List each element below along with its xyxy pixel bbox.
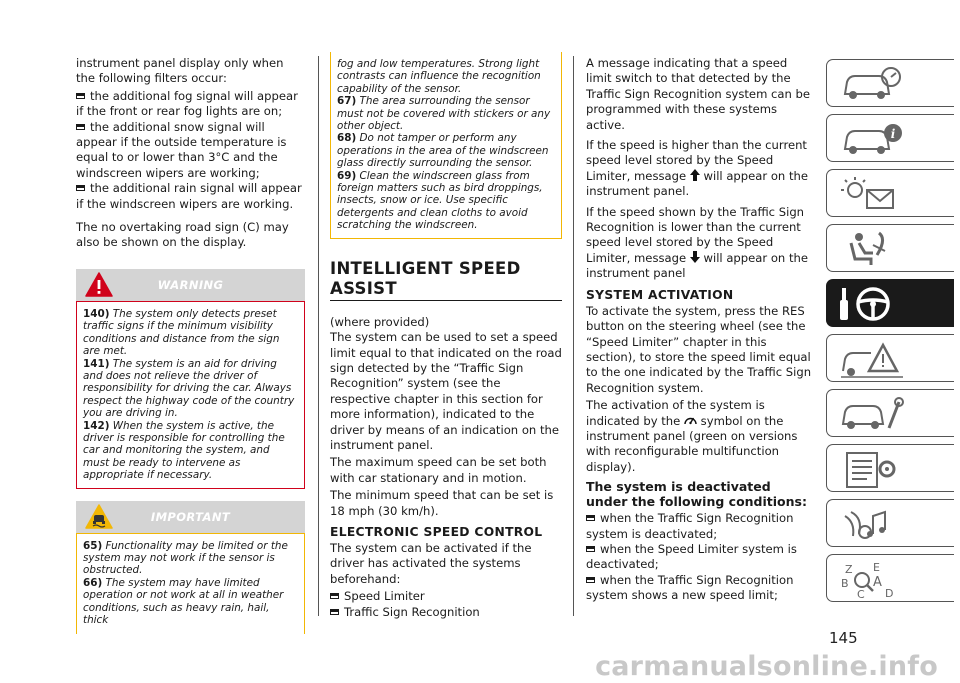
important-note: 67) The area surrounding the sensor must not be covered with stickers or any other object.: [337, 95, 551, 133]
warning-header: [76, 269, 305, 301]
important-box: [76, 533, 305, 635]
svg-text:D: D: [885, 587, 894, 599]
tab-technical-data[interactable]: [826, 444, 954, 492]
svg-text:B: B: [841, 577, 849, 590]
overtaking-sign-text: The no overtaking road sign (C) may also be shown on the display.: [76, 220, 289, 250]
warning-note: 142) When the system is active, the driver is responsible for controlling the car and monitoring the system, and must be ready to intervene as appropriate if necessary.: [83, 419, 285, 482]
svg-text:i: i: [890, 127, 896, 141]
tab-index[interactable]: [826, 554, 954, 602]
bullet-icon: [586, 515, 595, 521]
bullet-icon: [330, 593, 339, 599]
body-text: A message indicating that a speed limit switch to that detected by the Traffic Sign Recognition system can be programmed with these systems active.: [586, 56, 811, 132]
body-text: To activate the system, press the RES button on the steering wheel (see the “Speed Limiter” chapter in this section), to store the speed limit equal to the one indicated by the Traffic Sign Recognition system.: [586, 303, 812, 395]
tab-car-info[interactable]: [826, 114, 954, 162]
warning-note: 140) The system only detects preset traffic signs if the minimum visibility conditions and distance from the sign are met.: [83, 307, 280, 358]
bullet-icon: [76, 185, 85, 191]
tab-multimedia[interactable]: [826, 499, 954, 547]
warning-lights-icon: [837, 174, 909, 214]
important-title: IMPORTANT: [150, 509, 231, 524]
body-text: The minimum speed that can be set is 18 mph (30 km/h).: [330, 488, 554, 518]
bullet-item: when the Traffic Sign Recognition system is deactivated;: [586, 511, 794, 541]
bullet-icon: [76, 93, 85, 99]
arrow-down-icon: [690, 251, 700, 263]
tab-emergency[interactable]: [826, 334, 954, 382]
important-note: fog and low temperatures. Strong light contrasts can influence the recognition capability of the sensor.: [337, 58, 541, 95]
intro-text: instrument panel display only when the following filters occur:: [76, 56, 284, 86]
important-note: 69) Clean the windscreen glass from foreign matters such as bird droppings, insects, snow or ice. Use specific detergents and clean cloths to avoid scratching the windscreen.: [337, 169, 543, 232]
column-3: [586, 56, 814, 604]
body-text: (where provided) The system can be used to set a speed limit equal to that indicated on the road sign detected by the “Traffic Sign Recognition” system (see the respective chapter in this section for more information), indicated to the driver by means of an indication on the instrument panel.: [330, 314, 562, 452]
multimedia-icon: [837, 504, 909, 544]
body-text: The maximum speed can be set both with car stationary and in motion.: [330, 455, 547, 485]
tab-safety[interactable]: [826, 224, 954, 272]
bullet-icon: [76, 124, 85, 130]
bullet-item: Traffic Sign Recognition: [330, 605, 562, 620]
bullet-item: the additional snow signal will appear if the outside temperature is equal to or lower than 3°C and the windscreen wipers are working;: [76, 119, 287, 180]
body-text: If the speed shown by the Traffic Sign Recognition is lower than the current speed level stored by the Speed Limiter, message will appear on the instrument panel: [586, 204, 808, 281]
tab-dashboard[interactable]: [826, 59, 954, 107]
heading-rule: [330, 300, 562, 301]
svg-text:E: E: [873, 561, 880, 574]
airbag-seat-icon: [837, 229, 909, 269]
page-number: 145: [829, 629, 858, 647]
tab-warning-lights[interactable]: [826, 169, 954, 217]
svg-text:Z: Z: [845, 563, 853, 576]
important-note: 65) Functionality may be limited or the system may not work if the sensor is obstructed.: [83, 539, 288, 577]
bullet-icon: [586, 577, 595, 583]
body-text: If the speed is higher than the current speed level stored by the Speed Limiter, message will appear on the instrument panel.: [586, 138, 808, 199]
tab-maintenance[interactable]: [826, 389, 954, 437]
important-header: [76, 501, 305, 533]
section-heading: INTELLIGENT SPEED ASSIST: [330, 258, 521, 298]
subheading: ELECTRONIC SPEED CONTROL: [330, 524, 543, 539]
car-info-icon: [837, 119, 909, 159]
important-note: 68) Do not tamper or perform any operations in the area of the windscreen glass directly surrounding the sensor.: [337, 132, 549, 170]
tab-starting-driving[interactable]: [826, 279, 954, 327]
column-1: [76, 56, 305, 634]
subheading: SYSTEM ACTIVATION: [586, 287, 734, 302]
arrow-up-icon: [690, 169, 700, 181]
watermark: carmanualsonline.info: [595, 651, 938, 682]
emergency-car-icon: [837, 339, 909, 379]
bullet-item: when the Traffic Sign Recognition system shows a new speed limit;: [586, 572, 794, 603]
column-divider: [318, 56, 319, 616]
bullet-item: the additional fog signal will appear if the front or rear fog lights are on;: [76, 88, 298, 119]
bullet-icon: [586, 546, 595, 552]
column-2: [330, 56, 562, 620]
speed-assist-icon: [684, 414, 697, 426]
index-icon: [837, 559, 909, 599]
warning-box: [76, 301, 305, 489]
column-divider: [573, 56, 574, 616]
body-text: The system can be activated if the driver has activated the systems beforehand:: [330, 540, 532, 586]
car-maintenance-icon: [837, 394, 909, 434]
body-text: The activation of the system is indicated by the symbol on the instrument panel (green on versions with reconfigurable multifunction display).: [586, 398, 798, 474]
warning-note: 141) The system is an aid for driving and does not relieve the driver of responsibility for driving the car. Always respect the highway code of the country you are driving in.: [83, 357, 295, 420]
svg-text:C: C: [857, 588, 865, 599]
bullet-item: Speed Limiter: [330, 589, 562, 604]
key-steering-wheel-icon: [837, 284, 909, 324]
technical-data-icon: [837, 449, 909, 489]
bullet-icon: [330, 609, 339, 615]
important-box-continued: [330, 52, 562, 239]
bullet-item: the additional rain signal will appear if the windscreen wipers are working.: [76, 181, 302, 211]
important-note: 66) The system may have limited operation or not work at all in weather conditions, such as heavy rain, hail, thick: [83, 576, 284, 626]
svg-text:A: A: [873, 575, 882, 590]
bullet-item: when the Speed Limiter system is deactivated;: [586, 541, 797, 572]
car-dashboard-icon: [837, 64, 909, 104]
warning-title: WARNING: [157, 277, 224, 292]
subheading: The system is deactivated under the following conditions:: [586, 479, 807, 510]
